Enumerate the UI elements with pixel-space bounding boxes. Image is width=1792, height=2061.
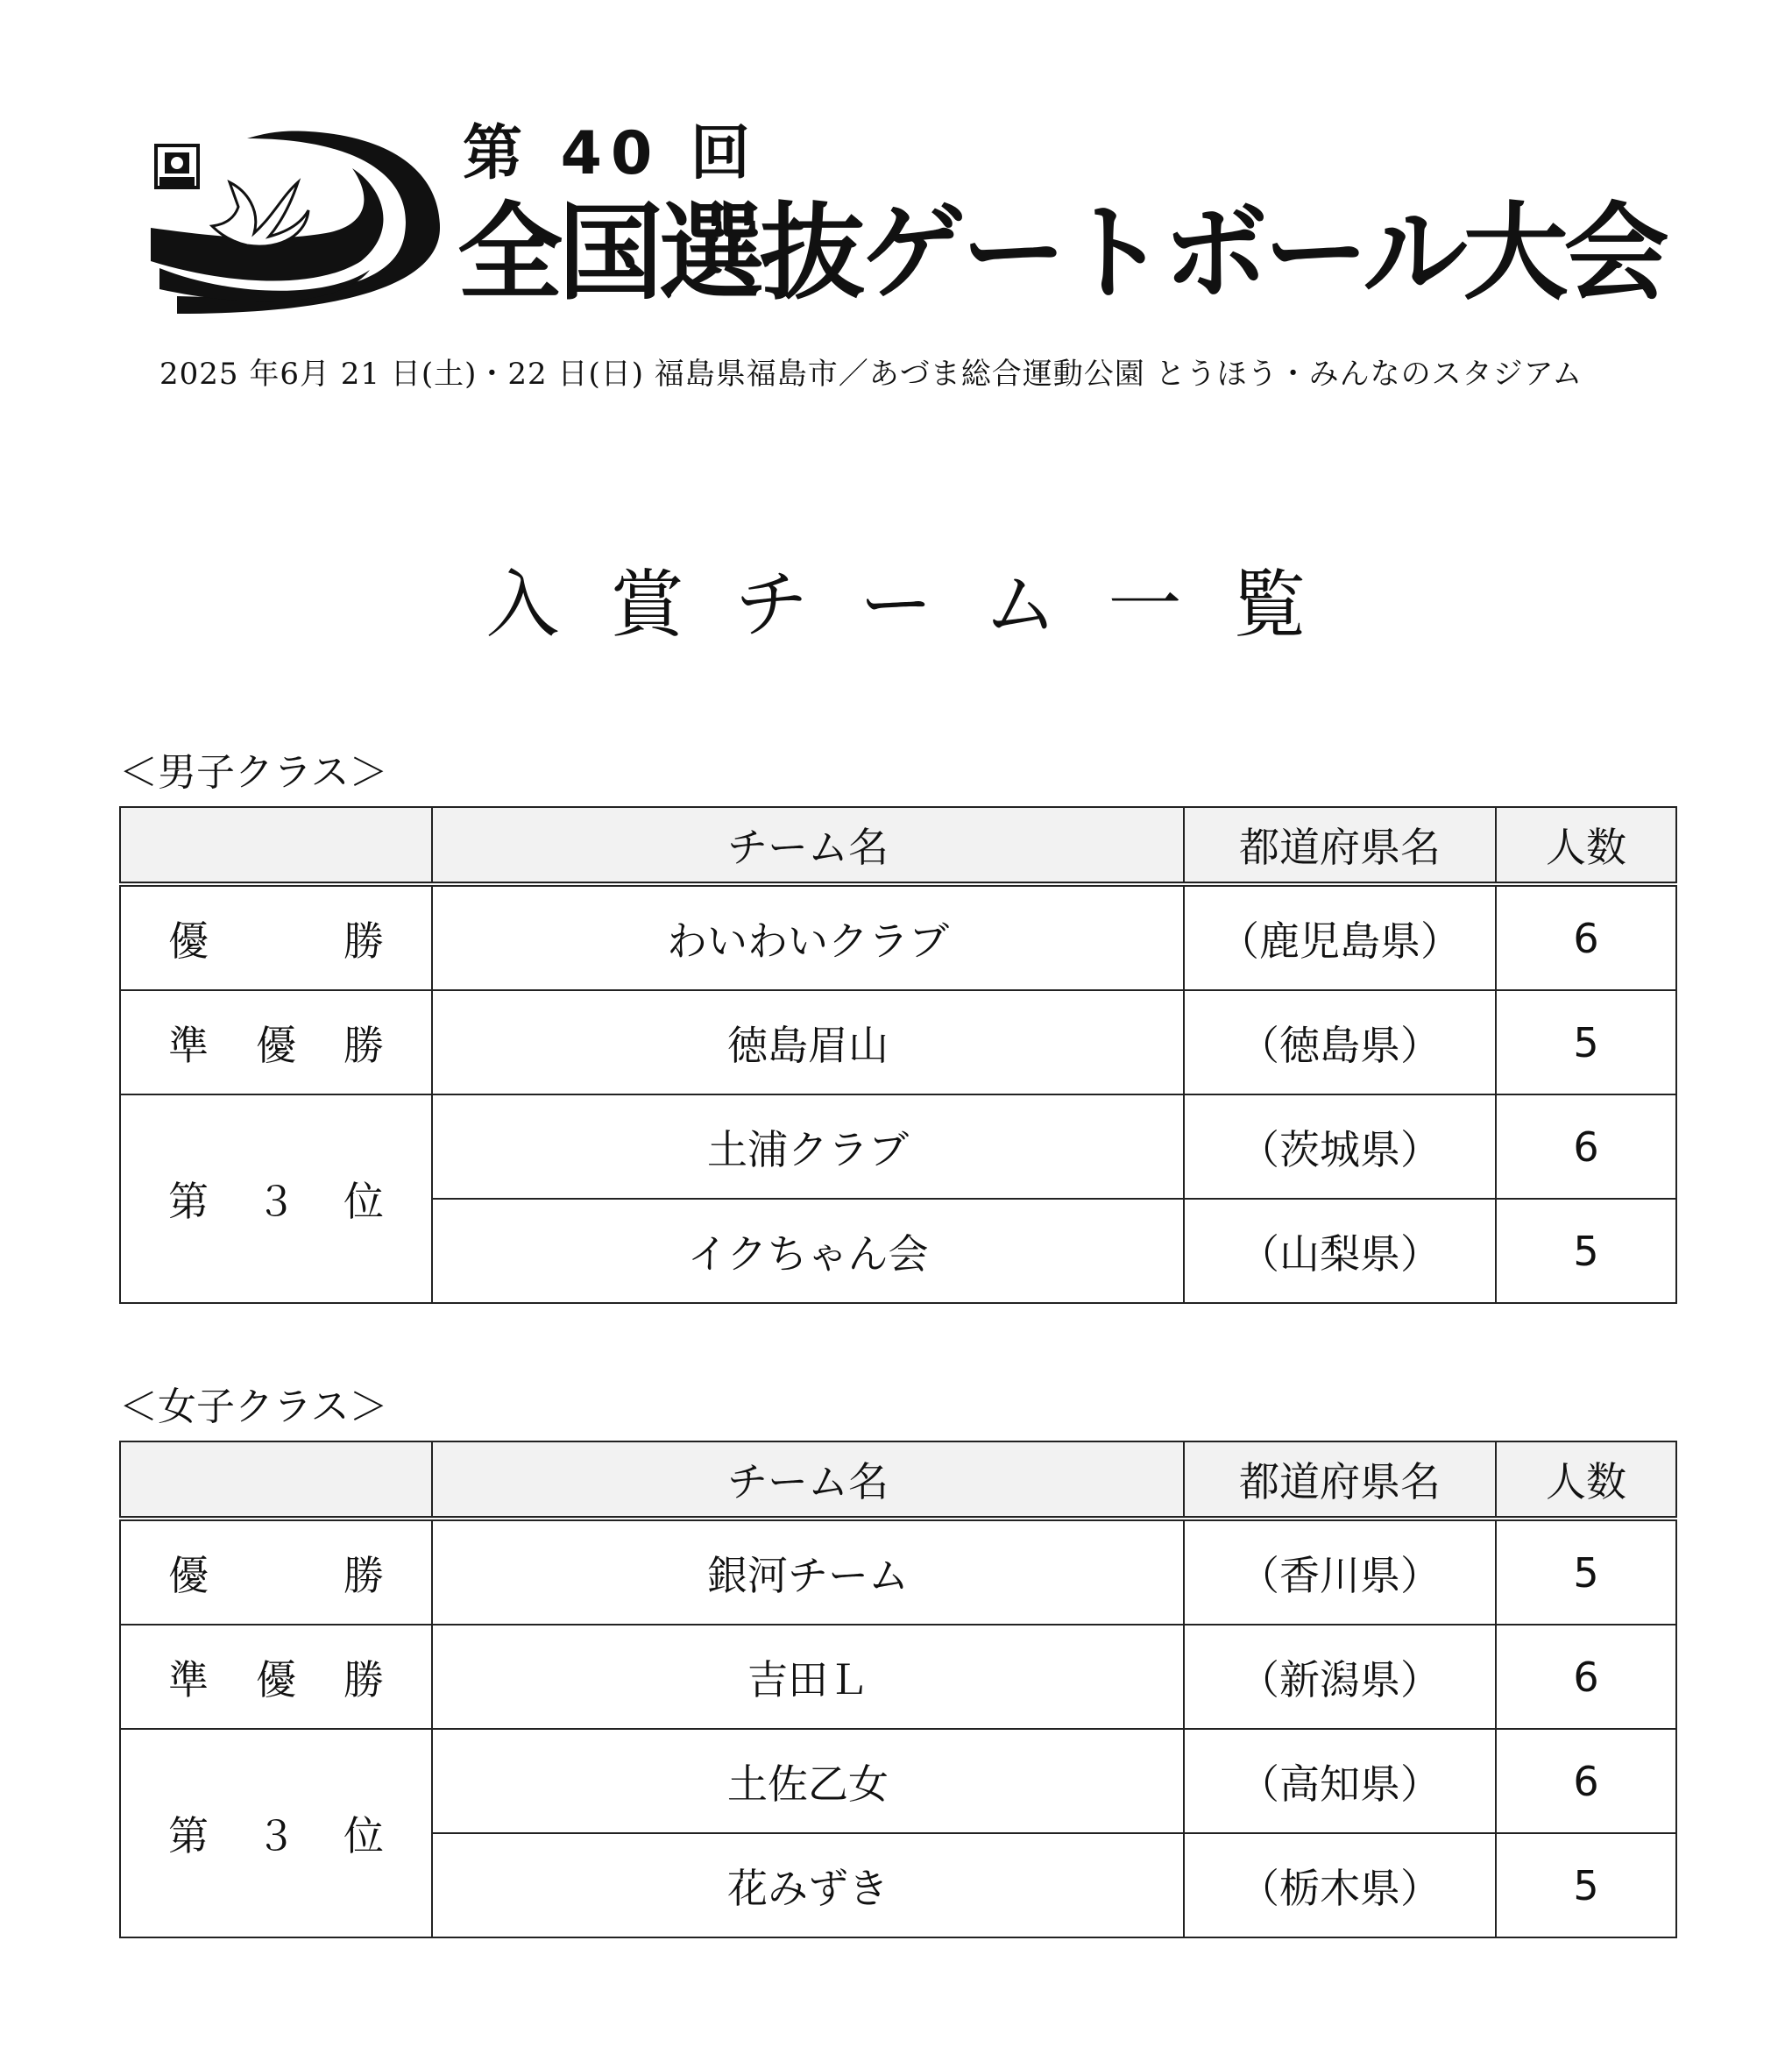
rank-cell <box>120 1729 432 1937</box>
rank-cell <box>120 884 432 990</box>
tournament-logo <box>151 130 449 315</box>
rank-char: ３ <box>256 1812 296 1859</box>
table-row <box>120 1729 1676 1833</box>
rank-char: 第 <box>168 1178 209 1225</box>
prefecture: （茨城県） <box>1184 1094 1496 1199</box>
rank-char: 位 <box>344 1178 384 1225</box>
member-count: 6 <box>1496 1729 1676 1833</box>
rank-char: 優 <box>168 917 209 965</box>
prefecture: （徳島県） <box>1184 990 1496 1094</box>
rank-char: ３ <box>256 1178 296 1225</box>
team-name: 銀河チーム <box>432 1519 1184 1625</box>
rank-char: 優 <box>256 1021 296 1069</box>
rank-cell <box>120 1519 432 1625</box>
table-row <box>120 1625 1676 1729</box>
rank-header <box>120 1441 432 1519</box>
womens-class-label: ＜女子クラス＞ <box>119 1385 388 1429</box>
rank-cell <box>120 990 432 1094</box>
member-count: 5 <box>1496 990 1676 1094</box>
rank-char: 勝 <box>344 1021 384 1069</box>
rank-char: 準 <box>168 1021 209 1069</box>
rank-char: 優 <box>256 1655 296 1703</box>
womens-results-table <box>119 1441 1677 1938</box>
member-count: 6 <box>1496 884 1676 990</box>
prefecture: （新潟県） <box>1184 1625 1496 1729</box>
rank-char: 位 <box>344 1812 384 1859</box>
count-header: 人数 <box>1496 1441 1676 1519</box>
rank-char: 勝 <box>344 1655 384 1703</box>
rank-char: 準 <box>168 1655 209 1703</box>
rank-header <box>120 807 432 884</box>
member-count: 5 <box>1496 1199 1676 1303</box>
rank-char: 第 <box>168 1812 209 1859</box>
prefecture: （高知県） <box>1184 1729 1496 1833</box>
table-header-row <box>120 1441 1676 1519</box>
team-name: 土浦クラブ <box>432 1094 1184 1199</box>
edition-label: 第 40 回 <box>463 119 759 188</box>
table-row <box>120 884 1676 990</box>
member-count: 5 <box>1496 1519 1676 1625</box>
tournament-title: 全国選抜ゲートボール大会 <box>457 193 1665 315</box>
prefecture-header: 都道府県名 <box>1184 807 1496 884</box>
rank-char: 勝 <box>344 1551 384 1599</box>
rank-char: 勝 <box>344 917 384 965</box>
team-name: イクちゃん会 <box>432 1199 1184 1303</box>
prefecture-header: 都道府県名 <box>1184 1441 1496 1519</box>
team-name: 土佐乙女 <box>432 1729 1184 1833</box>
mens-results-table <box>119 806 1677 1304</box>
team-name: 吉田Ｌ <box>432 1625 1184 1729</box>
prefecture: （栃木県） <box>1184 1833 1496 1937</box>
rank-cell <box>120 1094 432 1303</box>
member-count: 6 <box>1496 1094 1676 1199</box>
team-header: チーム名 <box>432 807 1184 884</box>
table-row <box>120 1519 1676 1625</box>
team-name: わいわいクラブ <box>432 884 1184 990</box>
table-header-row <box>120 807 1676 884</box>
rank-char: 優 <box>168 1551 209 1599</box>
prefecture: （山梨県） <box>1184 1199 1496 1303</box>
count-header: 人数 <box>1496 807 1676 884</box>
team-header: チーム名 <box>432 1441 1184 1519</box>
table-row <box>120 990 1676 1094</box>
prefecture: （鹿児島県） <box>1184 884 1496 990</box>
member-count: 5 <box>1496 1833 1676 1937</box>
prefecture: （香川県） <box>1184 1519 1496 1625</box>
event-info: 2025 年6月 21 日(土)・22 日(日) 福島県福島市／あづま総合運動公園 とうほう・みんなのスタジアム <box>159 357 1583 392</box>
team-name: 徳島眉山 <box>432 990 1184 1094</box>
member-count: 6 <box>1496 1625 1676 1729</box>
page-title: 入賞チーム一覧 <box>485 562 1357 648</box>
team-name: 花みずき <box>432 1833 1184 1937</box>
table-row <box>120 1094 1676 1199</box>
rank-cell <box>120 1625 432 1729</box>
mens-class-label: ＜男子クラス＞ <box>119 750 388 795</box>
